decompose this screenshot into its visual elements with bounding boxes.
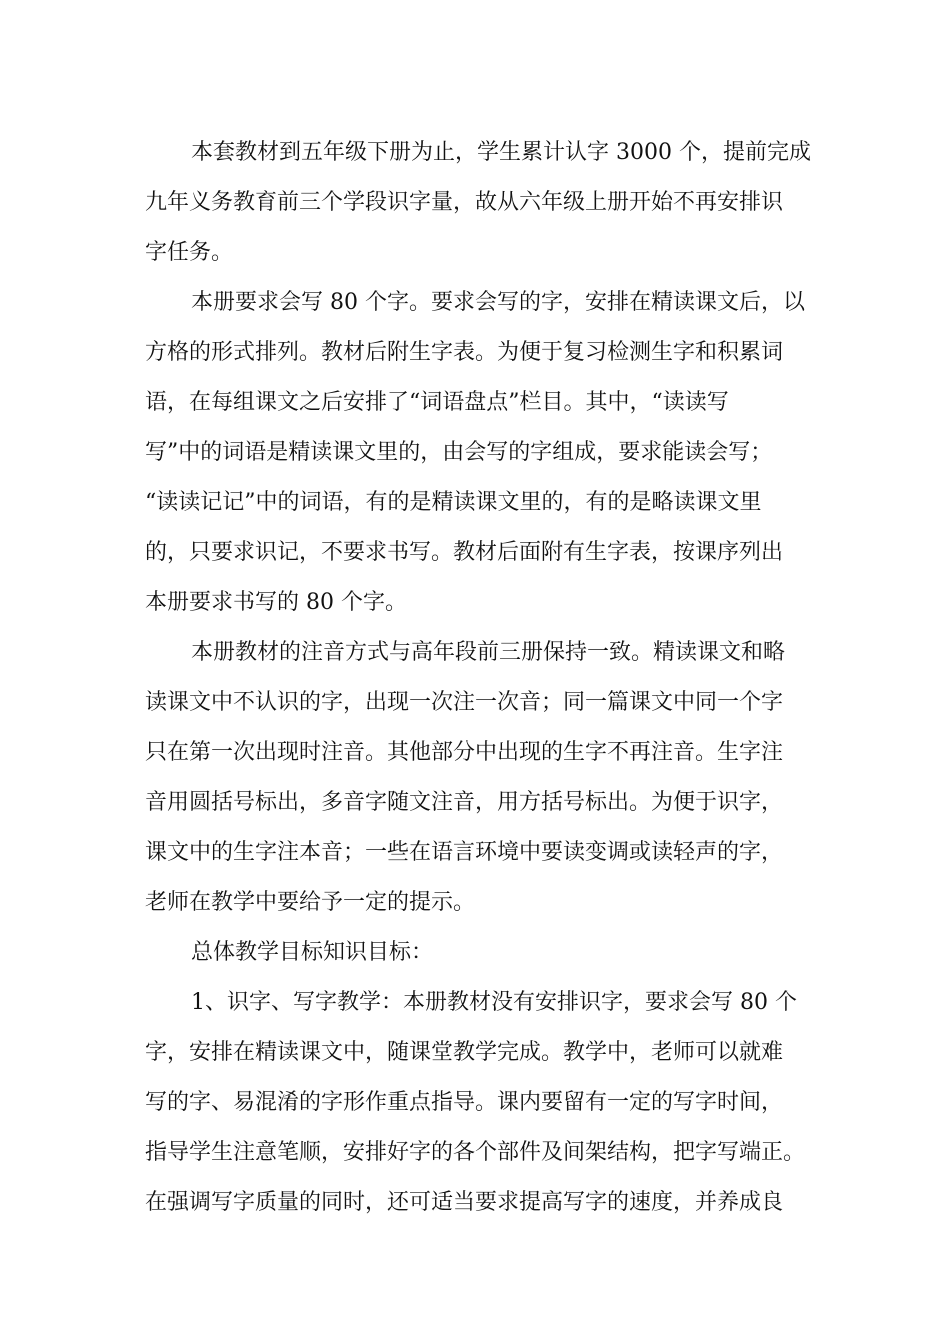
text-line: 九年义务教育前三个学段识字量，故从六年级上册开始不再安排识 — [145, 190, 784, 215]
text-line: 1、识字、写字教学：本册教材没有安排识字，要求会写 80 个 — [191, 990, 797, 1015]
text-line: 本套教材到五年级下册为止，学生累计认字 3000 个，提前完成 — [191, 140, 811, 165]
text-line: 写”中的词语是精读课文里的，由会写的字组成，要求能读会写； — [145, 440, 773, 465]
text-line: “读读记记”中的词语，有的是精读课文里的，有的是略读课文里 — [145, 490, 762, 515]
text-line: 在强调写字质量的同时，还可适当要求提高写字的速度，并养成良 — [145, 1190, 784, 1215]
document-body — [145, 128, 815, 1228]
text-line: 写的字、易混淆的字形作重点指导。课内要留有一定的写字时间， — [145, 1090, 784, 1115]
paragraph — [145, 628, 815, 928]
text-line: 字，安排在精读课文中，随课堂教学完成。教学中，老师可以就难 — [145, 1040, 784, 1065]
paragraph — [145, 978, 815, 1228]
text-line: 本册教材的注音方式与高年段前三册保持一致。精读课文和略 — [191, 640, 786, 665]
paragraph — [145, 128, 815, 278]
text-line: 本册要求书写的 80 个字。 — [145, 590, 407, 615]
text-line: 的，只要求识记，不要求书写。教材后面附有生字表，按课序列出 — [145, 540, 784, 565]
section-heading — [145, 928, 815, 978]
text-line: 老师在教学中要给予一定的提示。 — [145, 890, 476, 915]
text-line: 本册要求会写 80 个字。要求会写的字，安排在精读课文后，以 — [191, 290, 805, 315]
text-line: 总体教学目标知识目标： — [191, 940, 434, 965]
text-line: 方格的形式排列。教材后附生字表。为便于复习检测生字和积累词 — [145, 340, 784, 365]
text-line: 读课文中不认识的字，出现一次注一次音；同一篇课文中同一个字 — [145, 690, 784, 715]
text-line: 只在第一次出现时注音。其他部分中出现的生字不再注音。生字注 — [145, 740, 784, 765]
text-line: 课文中的生字注本音；一些在语言环境中要读变调或读轻声的字， — [145, 840, 784, 865]
paragraph — [145, 278, 815, 628]
text-line: 字任务。 — [145, 240, 234, 265]
text-line: 指导学生注意笔顺，安排好字的各个部件及间架结构，把字写端正。 — [145, 1140, 806, 1165]
text-line: 音用圆括号标出，多音字随文注音，用方括号标出。为便于识字， — [145, 790, 784, 815]
text-line: 语，在每组课文之后安排了“词语盘点”栏目。其中，“读读写 — [145, 390, 729, 415]
